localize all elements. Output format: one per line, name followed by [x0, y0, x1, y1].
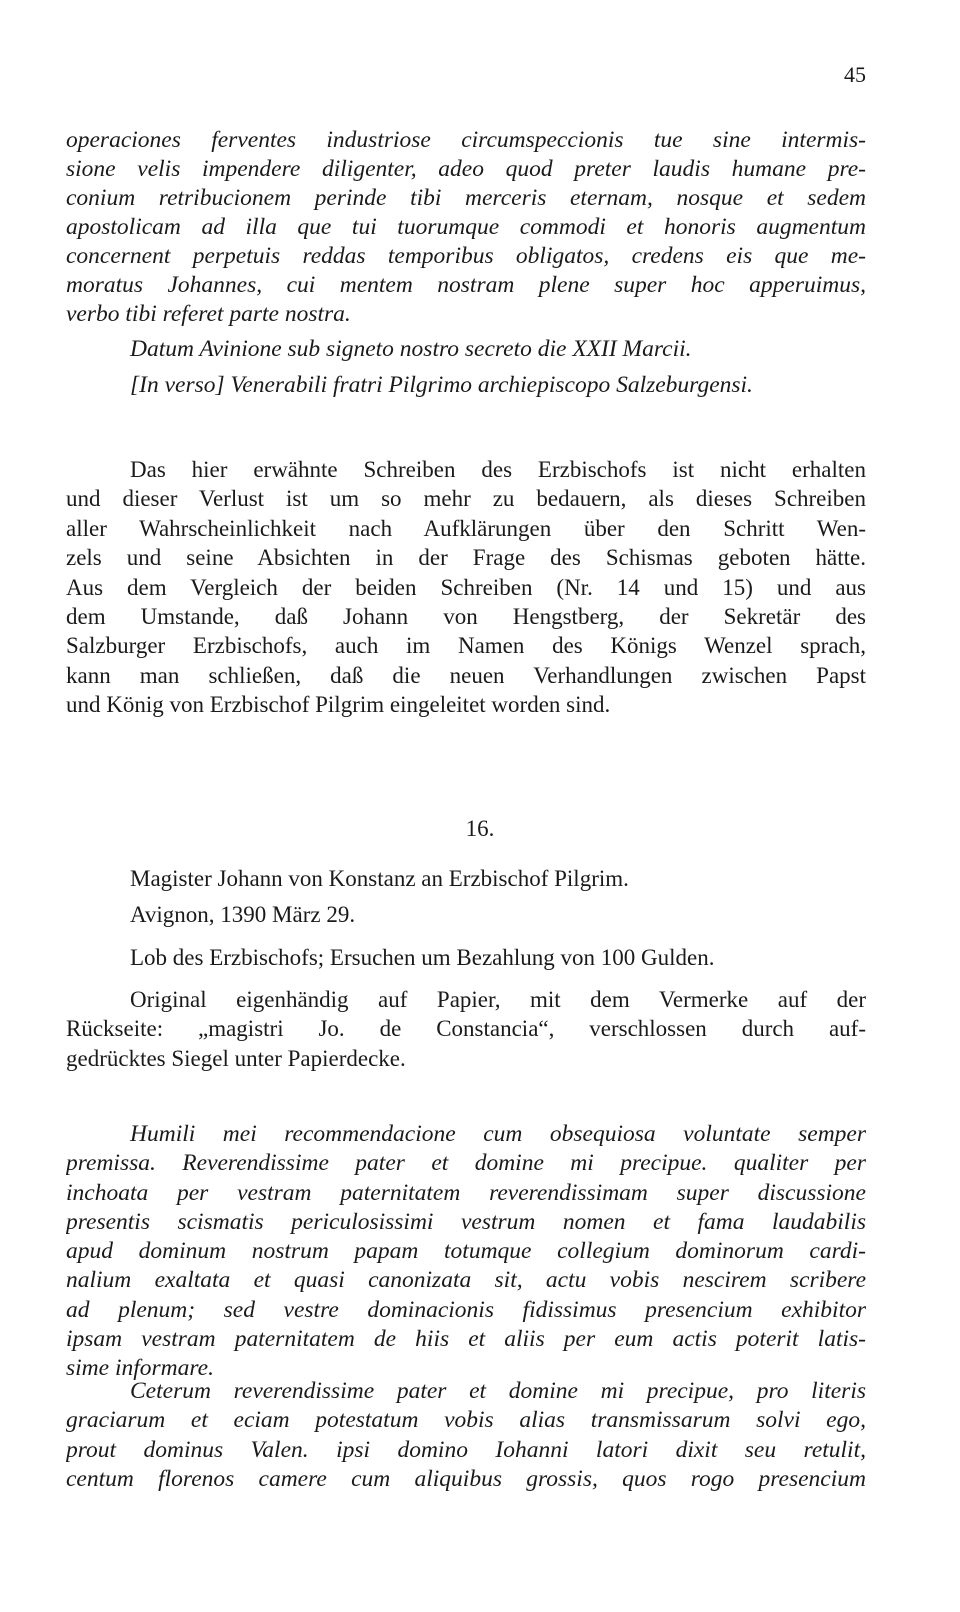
text-line: dem Umstande, daß Johann von Hengstberg, der Sekretär des: [66, 604, 866, 630]
text-line: Salzburger Erzbischofs, auch im Namen des Königs Wenzel sprach,: [66, 633, 866, 659]
text-line: nalium exaltata et quasi canonizata sit, actu vobis nescirem scribere: [66, 1267, 866, 1294]
text-line: graciarum et eciam potestatum vobis alias transmissarum solvi ego,: [66, 1407, 866, 1434]
text-line: und König von Erzbischof Pilgrim eingeleitet worden sind.: [66, 692, 611, 718]
text-line: und dieser Verlust ist um so mehr zu bedauern, als dieses Schreiben: [66, 486, 866, 512]
date-line: Datum Avinione sub signeto nostro secreto die XXII Marcii.: [130, 336, 692, 362]
text-line: conium retribucionem perinde tibi merceris eternam, nosque et sedem: [66, 185, 866, 211]
verso-line: [In verso] Venerabili fratri Pilgrimo archiepiscopo Salzeburgensi.: [130, 372, 753, 398]
latin-letter-continuation: [66, 126, 866, 329]
text-line: aller Wahrscheinlichkeit nach Aufklärungen über den Schritt Wen-: [66, 515, 866, 541]
text-line: Humili mei recommendacione cum obsequiosa voluntate semper: [130, 1121, 866, 1147]
text-line: ad plenum; sed vestre dominacionis fidissimus presencium exhibitor: [66, 1296, 866, 1323]
text-line: Ceterum reverendissime pater et domine mi precipue, pro literis: [130, 1378, 866, 1404]
text-line: kann man schließen, daß die neuen Verhandlungen zwischen Papst: [66, 662, 866, 688]
text-line: presentis scismatis periculosissimi vestrum nomen et fama laudabilis: [66, 1208, 866, 1235]
text-line: Original eigenhändig auf Papier, mit dem Vermerke auf der: [130, 987, 866, 1012]
document-place-date: Avignon, 1390 März 29.: [130, 902, 356, 927]
text-line: Rückseite: „magistri Jo. de Constancia“, verschlossen durch auf-: [66, 1016, 866, 1042]
commentary-paragraph: [66, 455, 866, 720]
text-line: gedrücktes Siegel unter Papierdecke.: [66, 1045, 406, 1071]
text-line: apud dominum nostrum papam totumque collegium dominorum cardi-: [66, 1238, 866, 1265]
text-line: centum florenos camere cum aliquibus grossis, quos rogo presencium: [66, 1465, 866, 1492]
text-line: operaciones ferventes industriose circumspeccionis tue sine intermis-: [66, 127, 866, 153]
text-line: zels und seine Absichten in der Frage des Schismas geboten hätte.: [66, 545, 866, 571]
page-number: 45: [844, 62, 866, 87]
text-line: concernent perpetuis reddas temporibus obligatos, credens eis que me-: [66, 243, 866, 269]
text-line: Das hier erwähnte Schreiben des Erzbischofs ist nicht erhalten: [130, 457, 866, 482]
letter-text-paragraph-2: [66, 1377, 866, 1494]
text-line: Aus dem Vergleich der beiden Schreiben (Nr. 14 und 15) und aus: [66, 574, 866, 600]
text-line: sione velis impendere diligenter, adeo quod preter laudis humane pre-: [66, 156, 866, 182]
text-line: sime informare.: [66, 1355, 214, 1382]
document-summary: Lob des Erzbischofs; Ersuchen um Bezahlung von 100 Gulden.: [130, 945, 715, 970]
text-line: apostolicam ad illa que tui tuorumque commodi et honoris augmentum: [66, 214, 866, 240]
document-description: [66, 985, 866, 1073]
letter-text-paragraph-1: [66, 1120, 866, 1384]
document-number: 16.: [465, 816, 495, 841]
text-line: prout dominus Valen. ipsi domino Iohanni latori dixit seu retulit,: [66, 1436, 866, 1463]
text-line: inchoata per vestram paternitatem reverendissimam super discussione: [66, 1179, 866, 1206]
text-line: moratus Johannes, cui mentem nostram plene super hoc apperuimus,: [66, 272, 866, 298]
document-heading: Magister Johann von Konstanz an Erzbischof Pilgrim.: [130, 866, 629, 891]
text-line: verbo tibi referet parte nostra.: [66, 301, 351, 327]
text-line: premissa. Reverendissime pater et domine mi precipue. qualiter per: [66, 1150, 866, 1177]
text-line: ipsam vestram paternitatem de hiis et aliis per eum actis poterit latis-: [66, 1326, 866, 1353]
